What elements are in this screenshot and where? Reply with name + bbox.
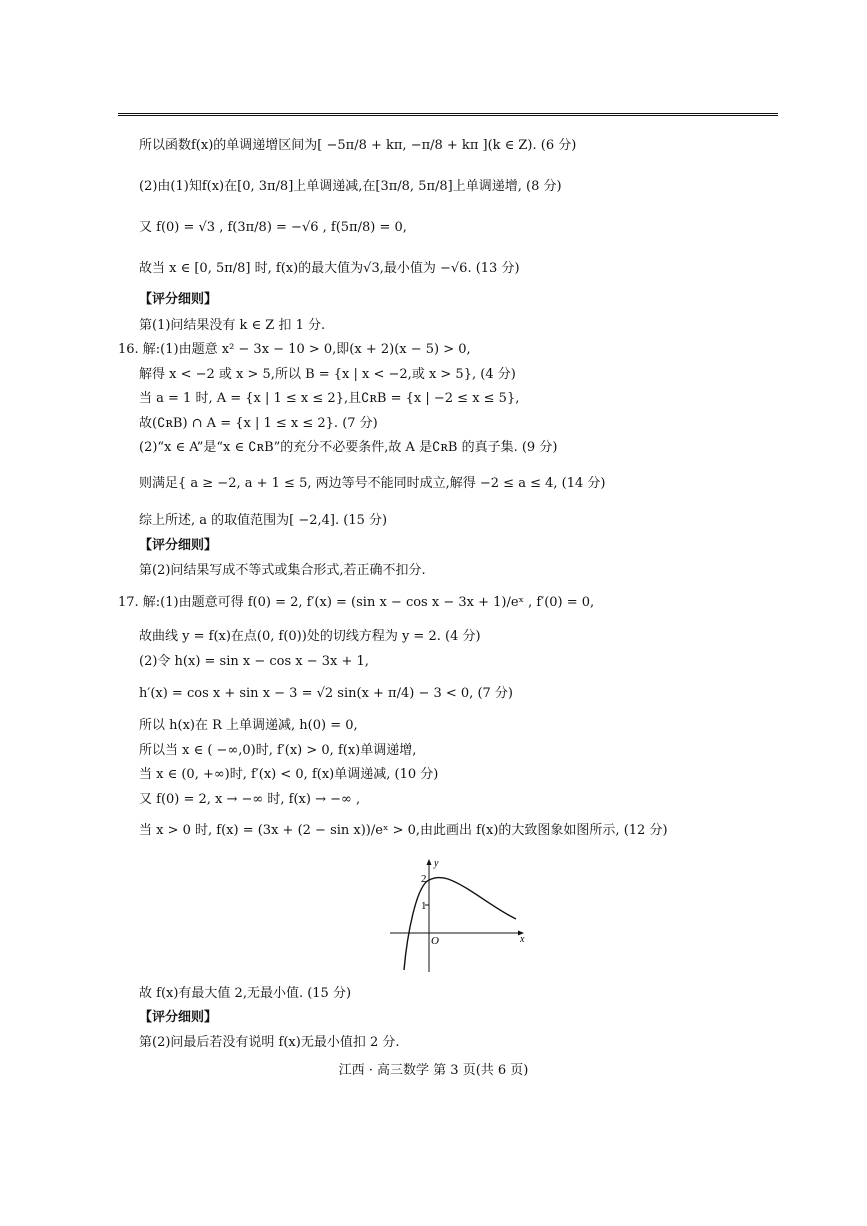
text-line-19: h′(x) = cos x + sin x − 3 = √2 sin(x + π/4) − 3 < 0, (7 分) <box>139 686 513 701</box>
text-line-12: 则满足{ a ≥ −2, a + 1 ≤ 5, 两边等号不能同时成立,解得 −2 ≤ a ≤ 4, (14 分) <box>139 476 606 491</box>
text-line-11: (2)“x ∈ A”是“x ∈ ∁ʀB”的充分不必要条件,故 A 是∁ʀB 的真子集. (9 分) <box>139 440 558 455</box>
text-line-8: 解得 x < −2 或 x > 5,所以 B = {x | x < −2,或 x > 5}, (4 分) <box>139 367 516 382</box>
text-line-20: 所以 h(x)在 R 上单调递减, h(0) = 0, <box>139 718 358 733</box>
page-footer: 江西 · 高三数学 第 3 页(共 6 页) <box>338 1063 529 1078</box>
scoring-heading-1: 【评分细则】 <box>139 292 218 307</box>
text-line-25: 故 f(x)有最大值 2,无最小值. (15 分) <box>139 986 352 1001</box>
text-line-9: 当 a = 1 时, A = {x | 1 ≤ x ≤ 2},且∁ʀB = {x | −2 ≤ x ≤ 5}, <box>139 391 520 406</box>
text-line-10: 故(∁ʀB) ∩ A = {x | 1 ≤ x ≤ 2}. (7 分) <box>139 416 378 431</box>
text-line-4: 故当 x ∈ [0, 5π/8] 时, f(x)的最大值为√3,最小值为 −√6. (13 分) <box>139 261 520 276</box>
x-axis-label: x <box>520 934 525 945</box>
text-line-6: 第(1)问结果没有 k ∈ Z 扣 1 分. <box>139 318 326 333</box>
header-rule <box>118 113 778 116</box>
text-line-17: 故曲线 y = f(x)在点(0, f(0))处的切线方程为 y = 2. (4 分) <box>139 629 481 644</box>
y-value-1-label: 1 <box>421 900 427 912</box>
text-line-27: 第(2)问最后若没有说明 f(x)无最小值扣 2 分. <box>139 1035 400 1050</box>
scoring-heading-2: 【评分细则】 <box>139 538 218 553</box>
text-line-13: 综上所述, a 的取值范围为[ −2,4]. (15 分) <box>139 513 388 528</box>
text-line-3: 又 f(0) = √3 , f(3π/8) = −√6 , f(5π/8) = 0, <box>139 220 407 235</box>
text-line-15: 第(2)问结果写成不等式或集合形式,若正确不扣分. <box>139 563 426 578</box>
text-line-18: (2)令 h(x) = sin x − cos x − 3x + 1, <box>139 654 369 669</box>
function-graph <box>388 856 528 976</box>
text-line-23: 又 f(0) = 2, x → −∞ 时, f(x) → −∞ , <box>139 792 361 807</box>
problem-16-start: 16. 解:(1)由题意 x² − 3x − 10 > 0,即(x + 2)(x − 5) > 0, <box>118 342 471 357</box>
y-value-2-label: 2 <box>421 873 427 885</box>
y-axis-label: y <box>434 858 439 869</box>
text-line-21: 所以当 x ∈ ( −∞,0)时, f′(x) > 0, f(x)单调递增, <box>139 743 417 758</box>
scoring-heading-3: 【评分细则】 <box>139 1010 218 1025</box>
text-line-1: 所以函数f(x)的单调递增区间为[ −5π/8 + kπ, −π/8 + kπ ](k ∈ Z). (6 分) <box>139 138 577 153</box>
text-line-24: 当 x > 0 时, f(x) = (3x + (2 − sin x))/eˣ > 0,由此画出 f(x)的大致图象如图所示, (12 分) <box>139 823 668 838</box>
y-axis-arrow <box>427 859 432 865</box>
text-line-2: (2)由(1)知f(x)在[0, 3π/8]上单调递减,在[3π/8, 5π/8]上单调递增, (8 分) <box>139 179 562 194</box>
text-line-22: 当 x ∈ (0, +∞)时, f′(x) < 0, f(x)单调递减, (10 分) <box>139 767 439 782</box>
problem-17-start: 17. 解:(1)由题意可得 f(0) = 2, f′(x) = (sin x − cos x − 3x + 1)/eˣ , f′(0) = 0, <box>118 595 595 610</box>
origin-label: O <box>431 935 439 947</box>
function-curve <box>404 878 516 970</box>
